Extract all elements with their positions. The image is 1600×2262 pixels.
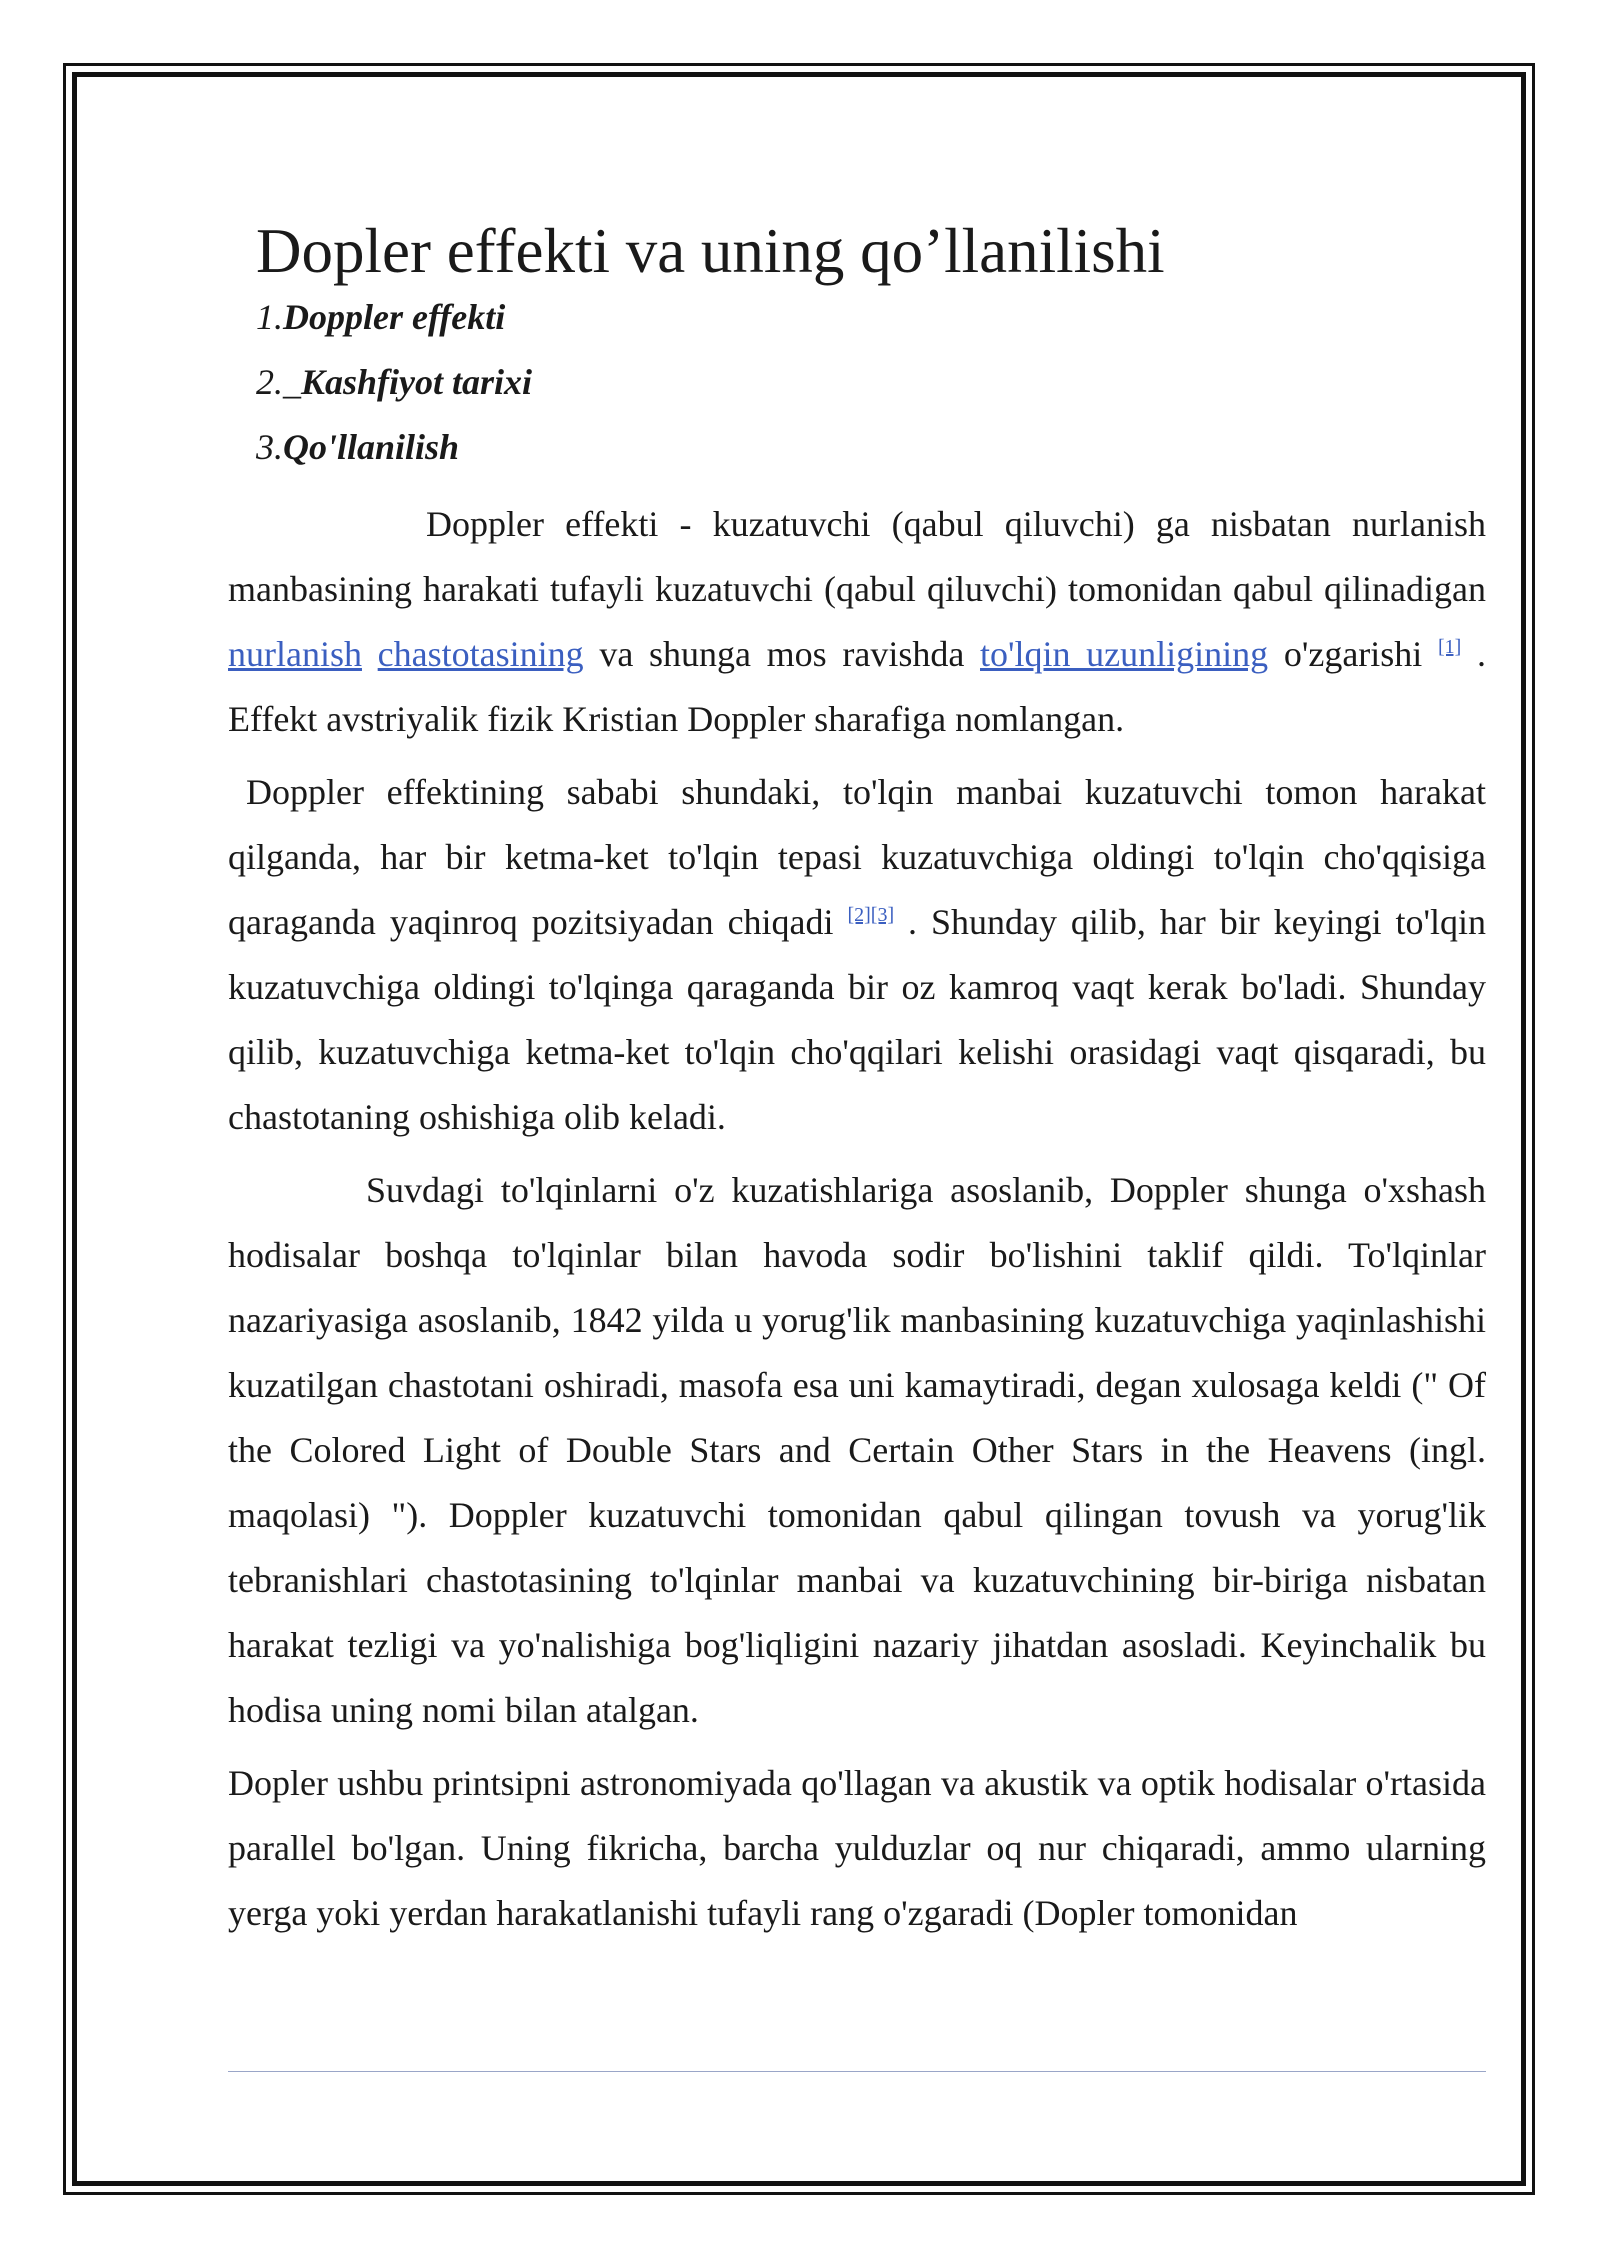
paragraph-text: . Effekt avstriyalik fizik Kristian Doppler sharafiga nomlangan. xyxy=(228,634,1487,739)
paragraph-history: Suvdagi to'lqinlarni o'z kuzatishlariga asoslanib, Doppler shunga o'xshash hodisalar boshqa to'lqinlar bilan havoda sodir bo'lishini taklif qildi. To'lqinlar nazariyasiga asoslanib, 1842 yilda u yorug'lik manbasining kuzatuvchiga yaqinlashishi kuzatilgan chastotani oshiradi, masofa esa uni kamaytiradi, degan xulosaga keldi (" Of the Colored Light of Double Stars and Certain Other Stars in the Heavens (ingl. maqolasi) "). Doppler kuzatuvchi tomonidan qabul qilingan tovush va yorug'lik tebranishlari chastotasining to'lqinlar manbai va kuzatuvchining bir-biriga nisbatan harakat tezligi va yo'nalishiga bog'liqligini nazariy jihatdan asosladi. Keyinchalik bu hodisa uning nomi bilan atalgan. xyxy=(228,1170,1486,1730)
paragraph-cause xyxy=(228,760,1486,1150)
toc-item-number: 2._ xyxy=(256,362,301,402)
paragraph-text: o'zgarishi xyxy=(1268,634,1438,674)
link-chastotasining[interactable]: chastotasining xyxy=(377,634,584,674)
toc-item-qollanilish xyxy=(256,415,1486,480)
link-nurlanish[interactable]: nurlanish xyxy=(228,634,362,674)
toc-item-doppler-effekti xyxy=(256,285,1486,350)
toc-item-kashfiyot-tarixi xyxy=(256,350,1486,415)
paragraph-astronomy: Dopler ushbu printsipni astronomiyada qo'llagan va akustik va optik hodisalar o'rtasida parallel bo'lgan. Uning fikricha, barcha yulduzlar oq nur chiqaradi, ammo ularning yerga yoki yerdan harakatlanishi tufayli rang o'zgaradi (Dopler tomonidan xyxy=(228,1763,1486,1933)
document-body xyxy=(228,216,1487,1946)
toc-item-label: Kashfiyot tarixi xyxy=(301,362,533,402)
paragraph-text: Doppler effekti - kuzatuvchi (qabul qiluvchi) ga nisbatan nurlanish manbasining harakati tufayli kuzatuvchi (qabul qiluvchi) tomonidan qabul qilinadigan xyxy=(228,504,1486,609)
footer-divider xyxy=(228,2071,1486,2072)
toc-item-number: 3. xyxy=(256,427,283,467)
footnote-link-1[interactable]: [1] xyxy=(1438,636,1462,658)
footnote-link-2[interactable]: [2] xyxy=(847,904,871,926)
footnote-ref xyxy=(847,904,894,926)
paragraph-text: Doppler effektining sababi shundaki, to'lqin manbai kuzatuvchi tomon harakat qilganda, har bir ketma-ket to'lqin tepasi kuzatuvchiga oldingi to'lqin cho'qqisiga qaraganda yaqinroq pozitsiyadan chiqadi xyxy=(228,772,1486,942)
paragraph-text: va shunga mos ravishda xyxy=(583,634,980,674)
footnote-link-3[interactable]: [3] xyxy=(870,904,895,926)
toc-item-label: Qo'llanilish xyxy=(283,427,460,467)
paragraph-definition xyxy=(228,492,1486,752)
link-tolqin-uzunligining[interactable]: to'lqin uzunligining xyxy=(980,634,1269,674)
toc-item-number: 1. xyxy=(256,297,283,337)
paragraph-text: . Shunday qilib, har bir keyingi to'lqin kuzatuvchiga oldingi to'lqinga qaraganda bir oz kamroq vaqt kerak bo'ladi. Shunday qilib, kuzatuvchiga ketma-ket to'lqin cho'qqilari kelishi orasidagi vaqt qisqaradi, bu chastotaning oshishiga olib keladi. xyxy=(228,902,1486,1137)
footnote-ref xyxy=(1438,636,1461,658)
toc-item-label: Doppler effekti xyxy=(283,297,506,337)
document-title: Dopler effekti va uning qo’llanilishi xyxy=(256,216,1165,286)
table-of-contents xyxy=(256,285,1486,480)
